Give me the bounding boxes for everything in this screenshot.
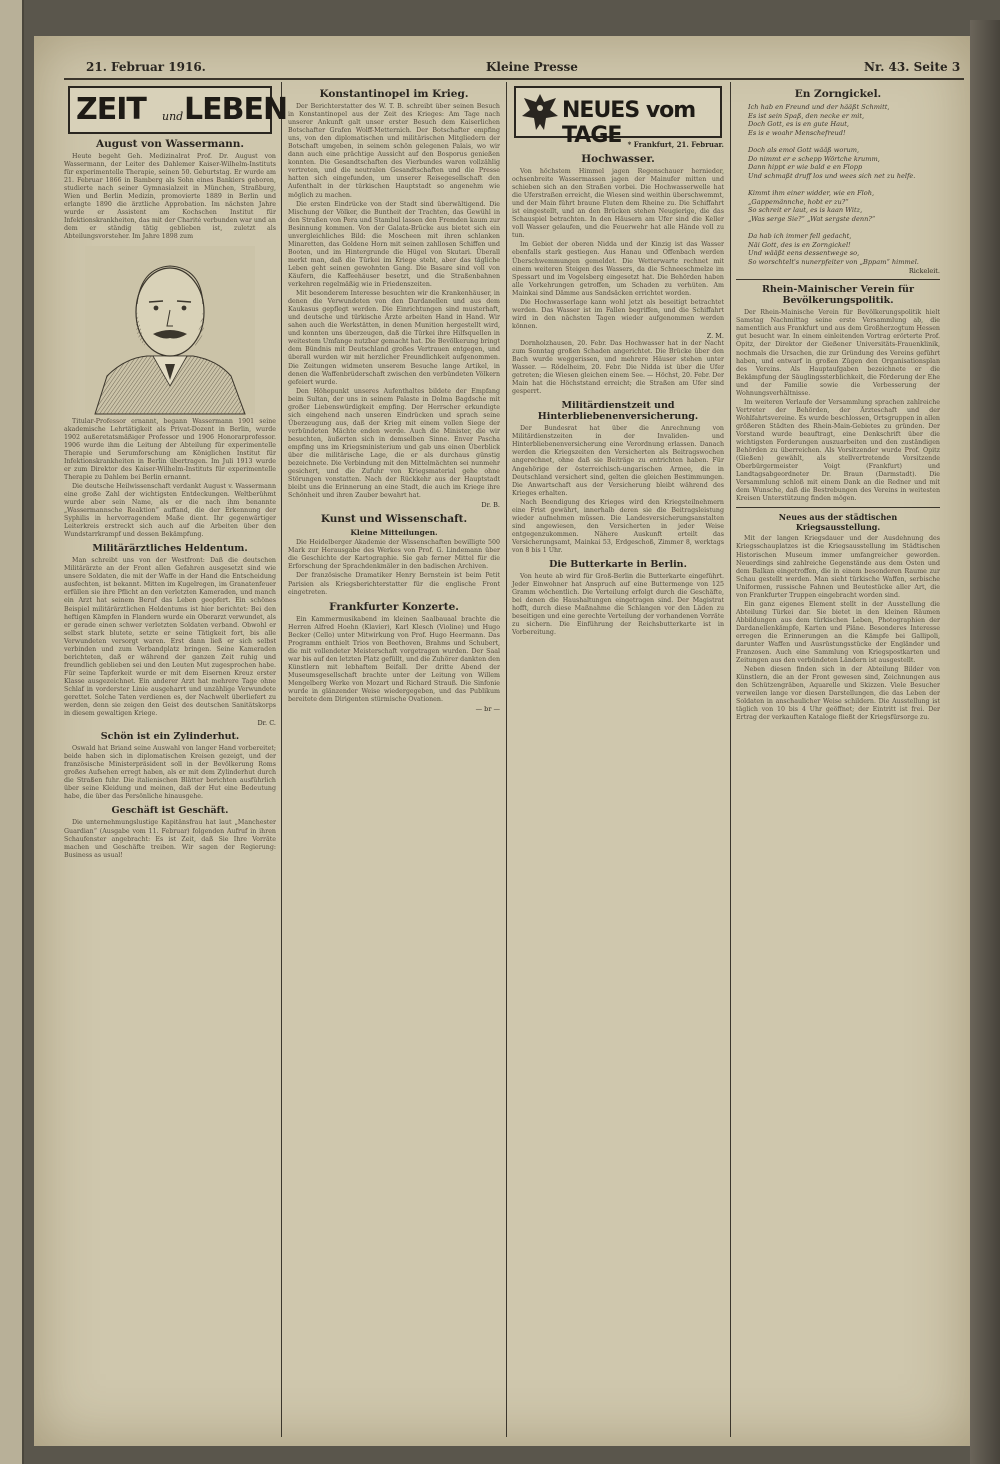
signature: Dr. C. bbox=[257, 719, 276, 728]
paragraph: Neben diesen finden sich in der Abteilung Bilder von Künstlern, die an der Front gewesen sind, Zeichnungen aus den Schützengräben, Aquarelle und Skizzen. Viele Besucher verweilen lange vor diesen Darstellungen, die das Leben der Soldaten in anschaulicher Weise schildern. Die Ausstellung ist täglich von 10 bis 4 Uhr geöffnet; der Eintritt ist frei. Der Ertrag der verkauften Kataloge fließt der Kriegsfürsorge zu. bbox=[736, 666, 940, 722]
paragraph: Den Höhepunkt unseres Aufenthaltes bildete der Empfang beim Sultan, der uns in seinem Palaste in Dolma Bagdsche mit großer Liebenswürdigkeit empfing. Der Herrscher erkundigte sich eingehend nach unseren Eindrücken und sprach seine Überzeugung aus, daß der Krieg mit einem vollen Siege der verbündeten Mächte enden werde. Auch die Minister, die wir besuchten, äußerten sich in demselben Sinne. Enver Pascha empfing uns im Kriegsministerium und gab uns einen Überblick über die militärische Lage, die er als durchaus günstig bezeichnete. Die Verbindung mit den Mittelmächten sei nunmehr gesichert, und die Zufuhr von Kriegsmaterial gehe ohne Störungen vonstatten. Nach der Rückkehr aus der Hauptstadt bleibt uns die Erinnerung an eine Stadt, die auch im Kriege ihre Schönheit und ihren Zauber bewahrt hat. bbox=[288, 387, 500, 500]
signature: Dr. B. bbox=[481, 501, 500, 510]
newspaper-page bbox=[34, 36, 970, 1446]
paragraph: Von heute ab wird für Groß-Berlin die Butterkarte eingeführt. Jeder Einwohner hat Anspruch auf eine Buttermenge von 125 Gramm wöchentlich. Die Verteilung erfolgt durch die Geschäfte, bei denen die Haushaltungen eingetragen sind. Der Magistrat hofft, durch diese Maßnahme die Schlangen vor den Läden zu beseitigen und eine gerechte Verteilung der vorhandenen Vorräte zu sichern. Die Einführung der Reichsbutterkarte ist in Vorbereitung. bbox=[512, 573, 724, 637]
paragraph: Der Berichterstatter des W. T. B. schreibt über seinen Besuch in Konstantinopel aus der Zeit des Krieges: Am Tage nach unserer Ankunft galt unser erster Besuch dem Kaiserlichen Botschafter Grafen Wolff-Metternich. Der Botschafter empfing uns, von den diplomatischen und militärischen Mitgliedern der Botschaft umgeben, in seinem schön gelegenen Palais, wo wir dann auch eine prächtige Aussicht auf den Bosporus genießen konnten. Die Gesandtschaften des Vierbundes waren vollzählig vertreten, und die neutralen Gesandtschaften und die Presse hatten sich eingefunden, um unserer Reisegesellschaft den Aufenthalt in der türkischen Hauptstadt so angenehm wie möglich zu machen. bbox=[288, 103, 500, 199]
column-rule bbox=[506, 82, 507, 1437]
article-title: Konstantinopel im Krieg. bbox=[319, 88, 469, 100]
paragraph: Man schreibt uns von der Westfront: Daß die deutschen Militärärzte an der Front allen Gefahren ausgesetzt sind wie unsere Soldaten, die mit der Waffe in der Hand die Entscheidung ausfechten, ist bekannt. Mitten im Kugelregen, im Granatenfeuer erfüllen sie ihre Pflicht an den verletzten Kameraden, und manch ein Arzt hat seinem Beruf das Leben geopfert. Ein schönes Beispiel militärärztlichen Heldentums ist hier berichtet: Bei den heftigen Kämpfen in Flandern wurde ein Oberarzt verwundet, als er gerade einen schwer verletzten Soldaten verband. Obwohl er selbst stark blutete, setzte er seine Tätigkeit fort, bis alle Verwundeten versorgt waren. Erst dann ließ er sich selbst verbinden und zum Verbandplatz bringen. Seine Kameraden berichteten, daß er während der ganzen Zeit ruhig und freundlich geblieben sei und den Leuten Mut zugesprochen habe. Für seine Tapferkeit wurde er mit dem Eisernen Kreuz erster Klasse ausgezeichnet. Ein anderer Arzt hat mehrere Tage ohne Schlaf in vorderster Linie ausgeharrt und unzählige Verwundete gerettet. Solche Taten verdienen es, der Nachwelt überliefert zu werden, denn sie zeigen den Geist des deutschen Sanitätskorps in diesem gewaltigen Kriege. bbox=[64, 557, 276, 718]
header-rule bbox=[64, 78, 964, 80]
paragraph: Im Gebiet der oberen Nidda und der Kinzig ist das Wasser ebenfalls stark gestiegen. Aus Hanau und Offenbach werden Überschwemmungen gemeldet. Die Wetterwarte rechnet mit einem weiteren Steigen des Wassers, da die Schneeschmelze im Spessart und im Vogelsberg eingesetzt hat. Die Behörden haben alle Vorkehrungen getroffen, um Schaden zu verhüten. Am Mainkai sind Dämme aus Sandsäcken errichtet worden. bbox=[512, 241, 724, 297]
paragraph: Im weiteren Verlaufe der Versammlung sprachen zahlreiche Vertreter der Behörden, der Ärzteschaft und der Wohlfahrtsvereine. Es wurde beschlossen, Ortsgruppen in allen größeren Städten des Rhein-Main-Gebietes zu gründen. Der Vorstand wurde beauftragt, eine Denkschrift über die wichtigsten Forderungen auszuarbeiten und den zuständigen Behörden zu überreichen. Als Vorsitzender wurde Prof. Opitz (Gießen) gewählt, als stellvertretende Vorsitzende Oberbürgermeister Voigt (Frankfurt) und Landtagsabgeordneter Dr. Braun (Darmstadt). Die Versammlung schloß mit einem Dank an die Redner und mit dem Wunsche, daß die Bestrebungen des Vereins in weitesten Kreisen Unterstützung finden mögen. bbox=[736, 398, 940, 503]
article-body bbox=[288, 616, 500, 705]
signature: Z. M. bbox=[706, 331, 724, 340]
column-4 bbox=[736, 86, 940, 1441]
header-issue: Nr. 43. Seite 3 bbox=[864, 60, 961, 74]
article-title: August von Wassermann. bbox=[95, 138, 245, 150]
article-title: Militärärztliches Heldentum. bbox=[92, 543, 248, 555]
header-date: 21. Februar 1916. bbox=[86, 60, 206, 74]
section-rule bbox=[736, 279, 940, 280]
article-title: Hochwasser. bbox=[581, 153, 655, 165]
article-title: Rhein-Mainischer Verein für Bevölkerungspolitik. bbox=[762, 284, 914, 307]
article-body bbox=[288, 539, 500, 596]
column-2 bbox=[288, 86, 500, 1441]
signature: Rickeleit. bbox=[908, 267, 940, 276]
column-3 bbox=[512, 86, 724, 1441]
page-binding-edge bbox=[970, 20, 1000, 1464]
article-body-continued bbox=[64, 418, 276, 540]
logo-text: NEUES vom TAGE bbox=[562, 98, 696, 148]
zeit-und-leben-logo bbox=[68, 86, 288, 134]
article-body bbox=[736, 309, 940, 503]
paragraph: Der Rhein-Mainische Verein für Bevölkerungspolitik hielt Samstag Nachmittag seine erste Versammlung ab, die namentlich aus Frankfurt und aus dem Großherzogtum Hessen gut besucht war. In einem einleitenden Vortrag erörterte Prof. Opitz, der Direktor der Gießener Universitäts-Frauenklinik, nochmals die Ursachen, die zur Gründung des Vereins geführt haben, und entwarf in großen Zügen den Organisationsplan des Vereins. Als Hauptaufgaben bezeichnete er die Bekämpfung der Säuglingssterblichkeit, die Förderung der Ehe und der Familie sowie die Verbesserung der Wohnungsverhältnisse. bbox=[736, 309, 940, 397]
article-title: Kunst und Wissenschaft. bbox=[320, 513, 468, 526]
signature: — br — bbox=[475, 705, 500, 714]
dateline: * Frankfurt, 21. Februar. bbox=[627, 140, 724, 149]
paragraph: Der Bundesrat hat über die Anrechnung von Militärdienstzeiten in der Invaliden- und Hinterbliebenenversicherung eine Verordnung erlassen. Danach werden die Kriegszeiten den Versicherten als Beitragswochen angerechnet, ohne daß sie Beiträge zu entrichten haben. Für Angehörige der österreichisch-ungarischen Armee, die in Deutschland versichert sind, gelten die gleichen Bestimmungen. Die Anwartschaft aus der Versicherung bleibt während des Krieges erhalten. bbox=[512, 425, 724, 497]
paragraph: Die unternehmungslustige Kapitänsfrau hat laut „Manchester Guardian“ (Ausgabe vom 11. Februar) folgenden Aufruf in ihren Schaufenster angebracht: Es ist Zeit, daß Sie Ihre Vorräte machen und Geschäfte treiben. Wir sagen der Regierung: Business as usual! bbox=[64, 819, 276, 859]
header-paper-name: Kleine Presse bbox=[486, 60, 578, 74]
paragraph: Die Heidelberger Akademie der Wissenschaften bewilligte 500 Mark zur Herausgabe des Werkes von Prof. G. Lindemann über die Geschichte der Kartographie. Sie gab ferner Mittel für die Erforschung der Sprachdenkmäler in den badischen Archiven. bbox=[288, 539, 500, 571]
article-title: Geschäft ist Geschäft. bbox=[111, 805, 229, 817]
article-title: Neues aus der städtischen Kriegsausstellung. bbox=[778, 512, 898, 533]
eagle-emblem-icon bbox=[520, 90, 560, 134]
article-body bbox=[64, 153, 276, 242]
section-subtitle: Kleine Mitteilungen. bbox=[350, 528, 438, 538]
adjacent-page-edge bbox=[0, 0, 24, 1464]
poem-text: Ich hab en Freund und der hääßt Schmitt, Es ist sein Spaß, den necke er mit, Doch Gott, es is en gute Haut, Es is e woahr Menschefreud! Doch als emol Gott wääß worum, Do nimmt er e schepp Wörtche krumm, Dann hippt er wie bald e en Flopp Und schmaßt druff los und wees sich net zu helfe. Kimmt ihm einer widder, wie en Floh, „Gappemännche, hobt er zu?“ So schreit er laut, es is kaan Witz, „Was serge Sie?“ „Wat sergste denn?“ Da hab ich immer fell gedacht, Näi Gott, des is en Zorngickel! Und wääßt eens dessentwege so, So worschtelt's nunerpfeiter von „Bppam“ himmel. bbox=[748, 103, 919, 266]
article-body bbox=[64, 819, 276, 859]
article-title: Schön ist ein Zylinderhut. bbox=[100, 731, 240, 743]
logo-word-leben: LEBEN bbox=[184, 92, 288, 127]
portrait-engraving bbox=[85, 246, 255, 414]
paragraph: Dornholzhausen, 20. Febr. Das Hochwasser hat in der Nacht zum Sonntag großen Schaden angerichtet. Die Brücke über den Bach wurde weggerissen, und mehrere Häuser stehen unter Wasser. — Rödelheim, 20. Febr. Die Nidda ist über die Ufer getreten; die Wiesen gleichen einem See. — Höchst, 20. Febr. Der Main hat die Höchststand erreicht; die Straßen am Ufer sind gesperrt. bbox=[512, 339, 724, 396]
logo-word-und: und bbox=[162, 110, 184, 123]
portrait-illustration bbox=[85, 246, 255, 414]
paragraph: Heute begeht Geh. Medizinalrat Prof. Dr. August von Wassermann, der Leiter des Dahlemer Kaiser-Wilhelm-Instituts für experimentelle Therapie, seinen 50. Geburtstag. Er wurde am 21. Februar 1866 in Bamberg als Sohn eines Bankiers geboren, studierte nach seiner Gymnasialzeit in München, Straßburg, Wien und Berlin Medizin, promovierte 1889 in Berlin und erlangte 1890 die ärztliche Approbation. Im nächsten Jahre wurde er Assistent am Kochschen Institut für Infektionskrankheiten, das mit der Charité verbunden war und an dem er ständig tätig geblieben ist, zuletzt als Abteilungsvorsteher. Im Jahre 1898 zum bbox=[64, 153, 276, 241]
article-title: Frankfurter Konzerte. bbox=[329, 600, 459, 613]
article-body bbox=[512, 340, 724, 396]
article-body bbox=[512, 168, 724, 331]
paragraph: Die ersten Eindrücke von der Stadt sind überwältigend. Die Mischung der Völker, die Buntheit der Trachten, das Gewühl in den Straßen von Pera und Stambul lassen den Fremden kaum zur Besinnung kommen. Von der Galata-Brücke aus bietet sich ein unvergleichliches Bild: die Moscheen mit ihren schlanken Minaretten, das Goldene Horn mit seinen zahllosen Schiffen und Booten, und im Hintergrunde die Hügel von Skutari. Überall merkt man, daß die Türkei im Kriege steht, aber das tägliche Leben geht seinen gewohnten Gang. Die Basare sind voll von Käufern, die Kaffeehäuser besetzt, und die Straßenbahnen verkehren regelmäßig wie in Friedenszeiten. bbox=[288, 200, 500, 289]
logo-word-zeit: ZEIT bbox=[76, 92, 146, 127]
poem-title: En Zorngickel. bbox=[794, 88, 882, 100]
article-title: Militärdienstzeit und Hinterbliebenenversicherung. bbox=[537, 400, 699, 423]
article-body bbox=[64, 745, 276, 801]
article-body bbox=[288, 103, 500, 500]
paragraph: Die Hochwasserlage kann wohl jetzt als beseitigt betrachtet werden. Das Wasser ist im Fallen begriffen, und die Schiffahrt wird in den nächsten Tagen wieder aufgenommen werden können. bbox=[512, 298, 724, 330]
column-rule bbox=[730, 82, 731, 1437]
paragraph: Nach Beendigung des Krieges wird den Kriegsteilnehmern eine Frist gewährt, innerhalb deren sie die Beitragsleistung wieder aufnehmen müssen. Die Landesversicherungsanstalten sind angewiesen, den Versicherten in jeder Weise entgegenzukommen. Nähere Auskunft erteilt das Versicherungsamt, Mainkai 53, Erdgeschoß, Zimmer 8, werktags von 8 bis 1 Uhr. bbox=[512, 498, 724, 554]
paragraph: Von höchstem Himmel jagen Regenschauer hernieder, ochsenbreite Wassermassen jagen der Mainufer mitten und schieben sich an den Straßen vorbei. Die Hochwasserwelle hat die Uferstraßen erreicht, die Wiesen sind weithin überschwemmt, und der Main führt braune Fluten dem Rheine zu. Die Schiffahrt ist eingestellt, und an den Brücken stehen Neugierige, die das Schauspiel betrachten. In den Häusern am Ufer sind die Keller voll Wasser gelaufen, und die Feuerwehr hat alle Hände voll zu tun. bbox=[512, 168, 724, 240]
column-1 bbox=[64, 86, 288, 1441]
section-rule bbox=[736, 507, 940, 508]
paragraph: Der französische Dramatiker Henry Bernstein ist beim Petit Parisien als Kriegsberichterstatter für die englische Front eingetreten. bbox=[288, 572, 500, 596]
article-body bbox=[512, 573, 724, 637]
paragraph: Ein Kammermusikabend im kleinen Saalbauaal brachte die Herren Alfred Hoehn (Klavier), Karl Klesch (Violine) und Hugo Becker (Cello) unter Mitwirkung von Prof. Hugo Heermann. Das Programm enthielt Trios von Beethoven, Brahms und Schubert, die mit vollendeter Meisterschaft vorgetragen wurden. Der Saal war bis auf den letzten Platz gefüllt, und die Zuhörer dankten den Künstlern mit lebhaftem Beifall. Der dritte Abend der Museumsgesellschaft brachte unter der Leitung von Willem Mengelberg Werke von Mozart und Richard Strauß. Die Sinfonie wurde in glänzender Weise wiedergegeben, und das Publikum bereitete dem Dirigenten stürmische Ovationen. bbox=[288, 615, 500, 704]
paragraph: Mit der langen Kriegsdauer und der Ausdehnung des Kriegsschauplatzes ist die Kriegsausstellung im Städtischen Historischen Museum immer umfangreicher geworden. Neuerdings sind zahlreiche Gegenstände aus dem Osten und dem Balkan eingetroffen, die in einem besonderen Raume zur Schau gestellt werden. Man sieht türkische Waffen, serbische Uniformen, russische Fahnen und Beutestücke aller Art, die von Frankfurter Truppen eingebracht worden sind. bbox=[736, 535, 940, 599]
article-body bbox=[64, 557, 276, 718]
article-title: Die Butterkarte in Berlin. bbox=[549, 559, 687, 571]
paragraph: Die deutsche Heilwissenschaft verdankt August v. Wassermann eine große Zahl der wichtigsten Entdeckungen. Weltberühmt wurde aber sein Name, als er die nach ihm benannte „Wassermannsche Reaktion“ auffand, die der Erkennung der Syphilis in hervorragendem Maße dient. Ihr gegenwärtiger Leiterkreis erstreckt sich auch auf die Arbeiten über den Wundstarrkrampf und dessen Bekämpfung. bbox=[64, 482, 276, 539]
article-body bbox=[512, 425, 724, 555]
paragraph: Oswald hat Briand seine Auswahl von langer Hand vorbereitet; beide haben sich in diplomatischen Kreisen gezeigt, und der französische Ministerpräsident soll in der Bevölkerung Roms großes Aufsehen erregt haben, als er mit dem Zylinderhut durch die Straßen fuhr. Die italienischen Blätter berichten ausführlich über seine Kleidung und meinen, daß der Hut eine Bedeutung habe, die über das Persönliche hinausgehe. bbox=[64, 745, 276, 801]
paragraph: Mit besonderem Interesse besuchten wir die Krankenhäuser, in denen die Verwundeten von den Dardanellen und aus dem Kaukasus gepflegt werden. Die Einrichtungen sind musterhaft, und deutsche und türkische Ärzte arbeiten Hand in Hand. Wir sahen auch die Werkstätten, in denen Munition hergestellt wird, und konnten uns überzeugen, daß die Türkei ihre Hilfsquellen in weitestem Umfange nutzbar gemacht hat. Die Bevölkerung bringt dem Bündnis mit Deutschland großes Vertrauen entgegen, und überall wurden wir mit herzlicher Freundlichkeit aufgenommen. Die Zeitungen widmeten unserem Besuche lange Artikel, in denen die Waffenbrüderschaft zwischen den verbündeten Völkern gefeiert wurde. bbox=[288, 290, 500, 386]
article-body bbox=[736, 535, 940, 722]
paragraph: Ein ganz eigenes Element stellt in der Ausstellung die Abteilung Türkei dar. Sie bietet in den kleinen Räumen Abbildungen aus dem türkischen Leben, Photographien der Dardanellenkämpfe, Karten und Pläne. Besonderes Interesse erregen die Erinnerungen an die Kämpfe bei Gallipoli, darunter Waffen und Ausrüstungsstücke der Engländer und Franzosen. Auch eine Sammlung von Kriegspostkarten und Zeitungen aus den verbündeten Ländern ist ausgestellt. bbox=[736, 600, 940, 665]
paragraph: Titular-Professor ernannt, begann Wassermann 1901 seine akademische Lehrtätigkeit als Privat-Dozent in Berlin, wurde 1902 außeretatsmäßiger Professor und 1906 Honorarprofessor. 1906 wurde ihm die Leitung der Abteilung für experimentelle Therapie und Serumforschung am Königlichen Institut für Infektionskrankheiten in Berlin übertragen. Im Juli 1913 wurde er zum Direktor des Kaiser-Wilhelm-Instituts für experimentelle Therapie zu Dahlem bei Berlin ernannt. bbox=[64, 417, 276, 481]
column-rule bbox=[281, 82, 282, 1437]
